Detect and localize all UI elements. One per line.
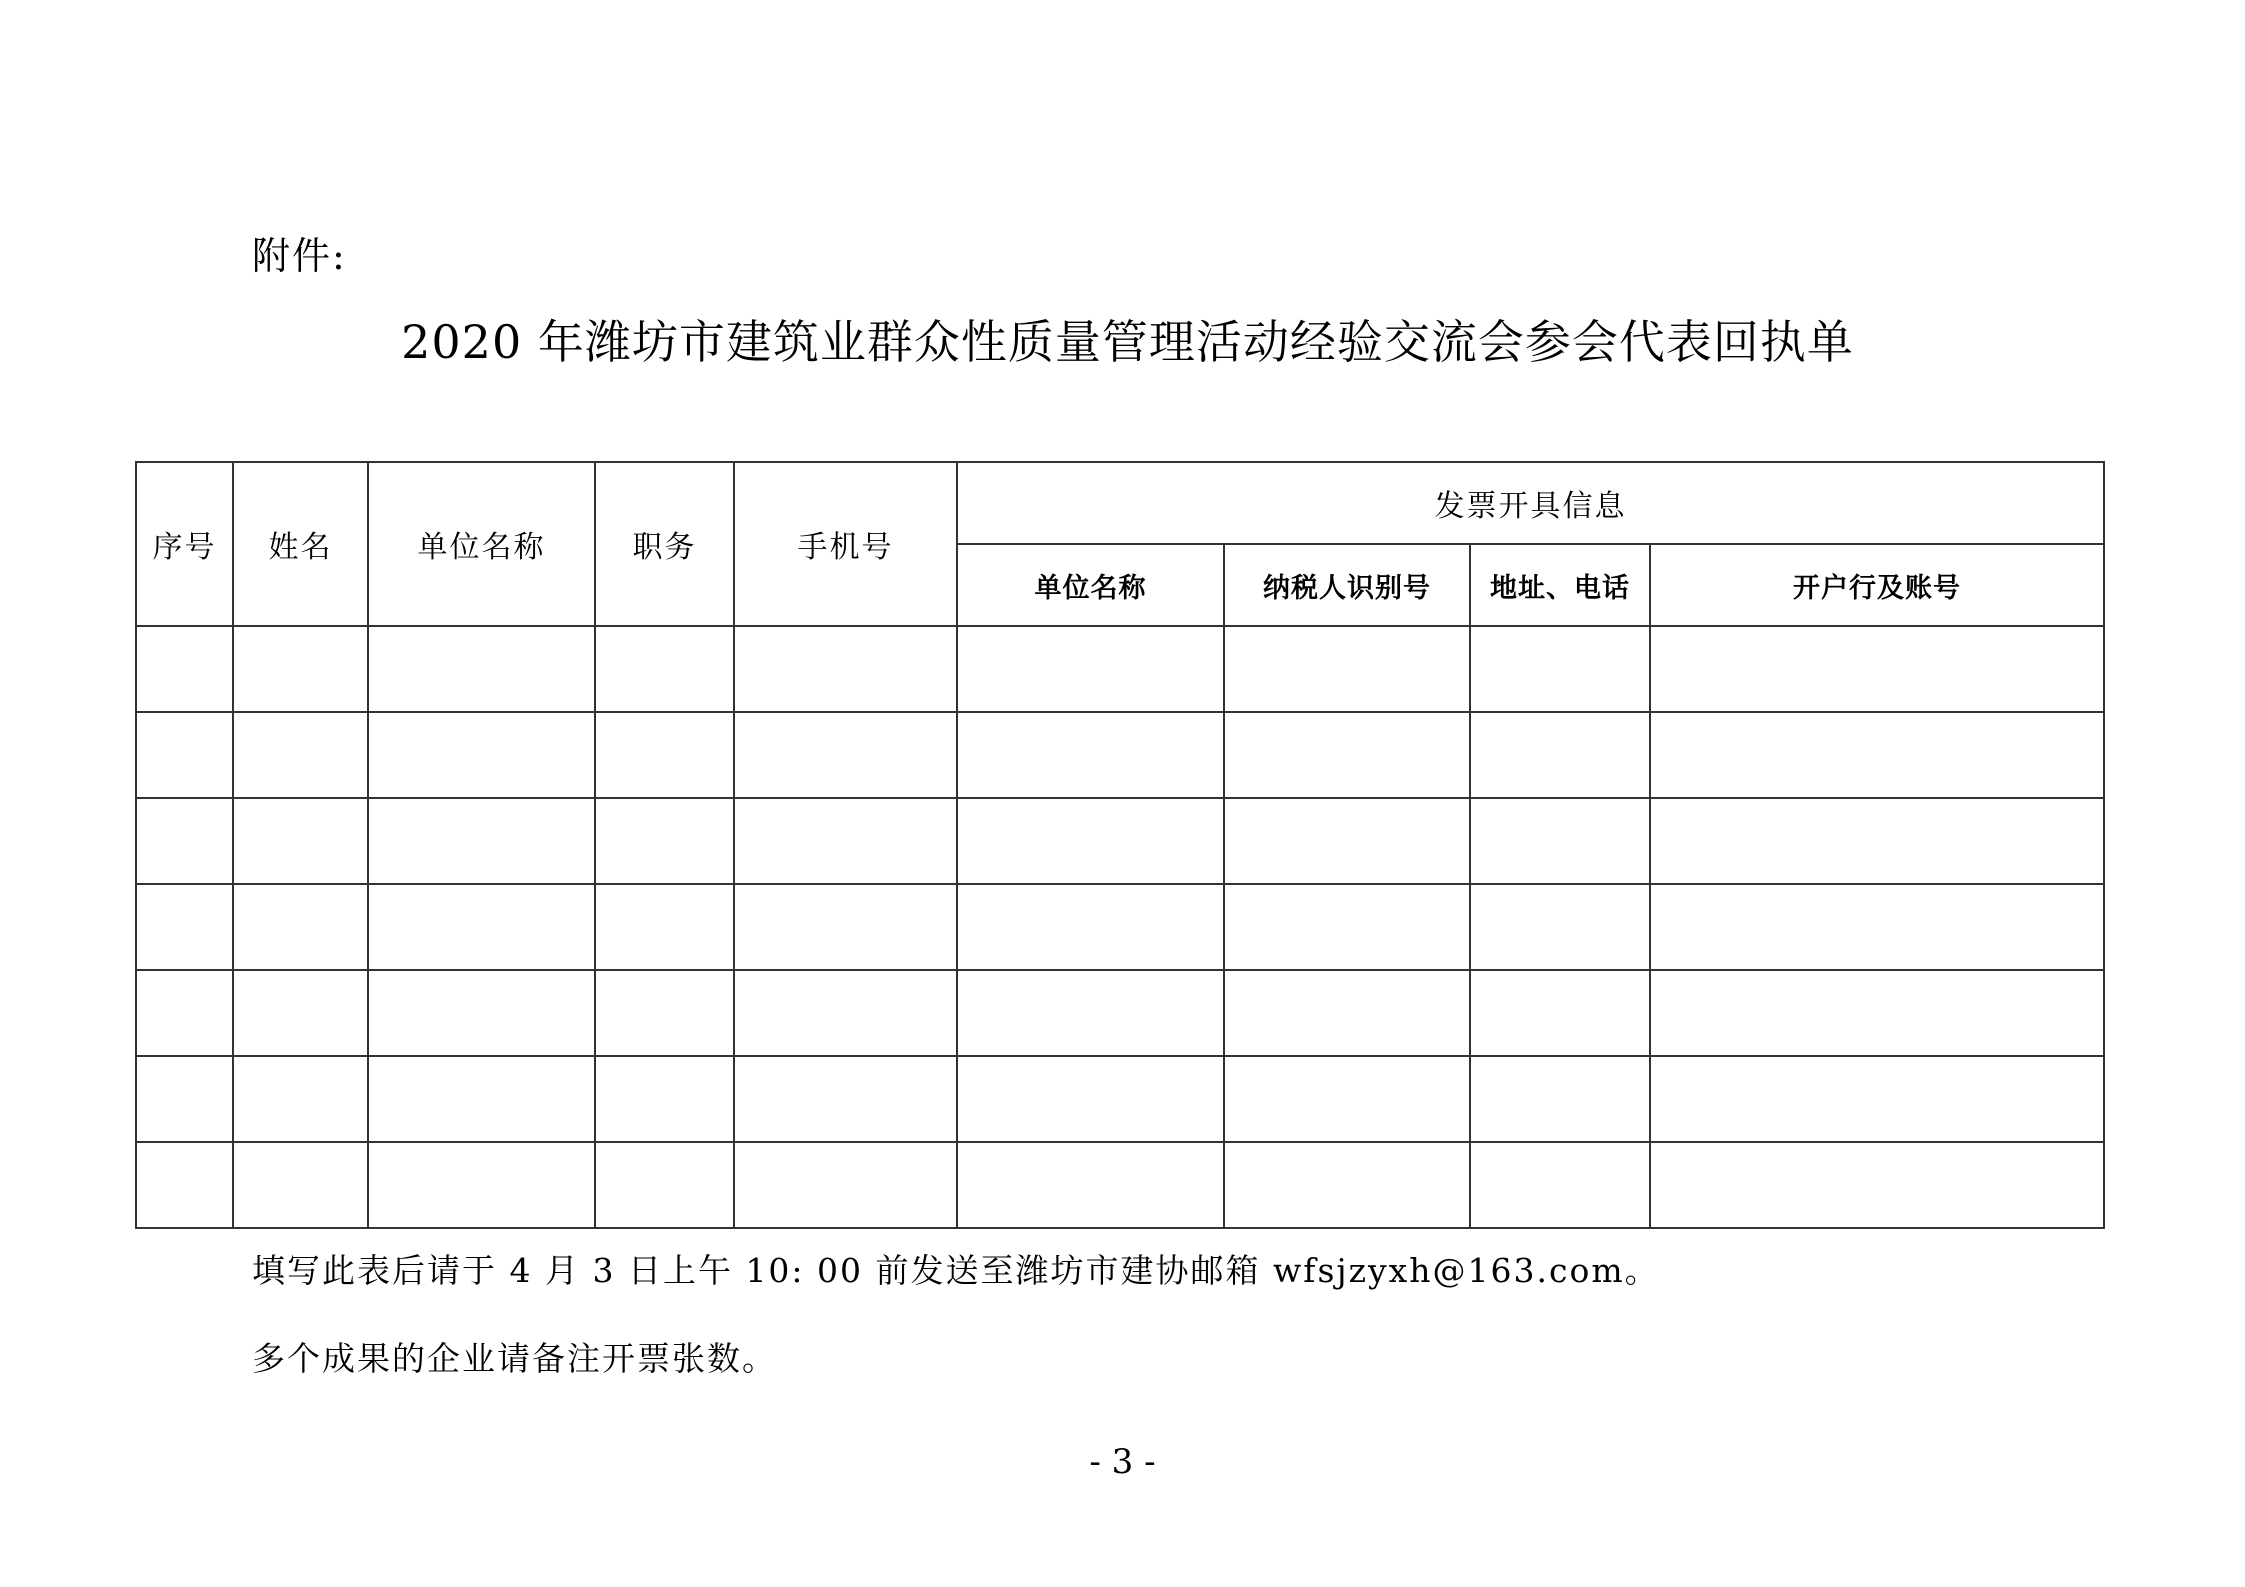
header-invoice-unit-name: 单位名称 (957, 544, 1224, 626)
table-cell[interactable] (595, 884, 734, 970)
table-body (136, 626, 2104, 1228)
table-cell[interactable] (1224, 798, 1470, 884)
table-row (136, 798, 2104, 884)
header-name: 姓名 (233, 462, 368, 626)
table-cell[interactable] (734, 970, 957, 1056)
table-cell[interactable] (136, 970, 233, 1056)
table-cell[interactable] (734, 884, 957, 970)
table-cell[interactable] (1470, 1056, 1650, 1142)
table-cell[interactable] (734, 1142, 957, 1228)
table-cell[interactable] (1650, 626, 2104, 712)
header-invoice-group: 发票开具信息 (957, 462, 2104, 544)
table-cell[interactable] (1224, 970, 1470, 1056)
table-cell[interactable] (136, 798, 233, 884)
page-number: - 3 - (1089, 1442, 1156, 1482)
table-cell[interactable] (1224, 626, 1470, 712)
document-title: 2020 年潍坊市建筑业群众性质量管理活动经验交流会参会代表回执单 (401, 315, 1854, 369)
table-cell[interactable] (368, 884, 595, 970)
header-index: 序号 (136, 462, 233, 626)
table-row (136, 1142, 2104, 1228)
table-cell[interactable] (1224, 1056, 1470, 1142)
table-cell[interactable] (1224, 884, 1470, 970)
table-cell[interactable] (1650, 884, 2104, 970)
table-cell[interactable] (136, 712, 233, 798)
table-cell[interactable] (1470, 798, 1650, 884)
table-cell[interactable] (368, 712, 595, 798)
table-row (136, 626, 2104, 712)
attachment-label: 附件: (252, 234, 347, 278)
table-cell[interactable] (1650, 1056, 2104, 1142)
table-cell[interactable] (1650, 1142, 2104, 1228)
table-cell[interactable] (957, 626, 1224, 712)
table-cell[interactable] (957, 1142, 1224, 1228)
table-cell[interactable] (595, 798, 734, 884)
table-cell[interactable] (734, 1056, 957, 1142)
table-cell[interactable] (368, 1142, 595, 1228)
table-cell[interactable] (233, 884, 368, 970)
table-cell[interactable] (595, 970, 734, 1056)
table-row (136, 970, 2104, 1056)
table-cell[interactable] (1224, 1142, 1470, 1228)
table-cell[interactable] (233, 798, 368, 884)
table-cell[interactable] (368, 798, 595, 884)
table-cell[interactable] (1650, 970, 2104, 1056)
header-phone: 手机号 (734, 462, 957, 626)
table-cell[interactable] (233, 970, 368, 1056)
table-cell[interactable] (734, 626, 957, 712)
table-cell[interactable] (957, 970, 1224, 1056)
table-row (136, 884, 2104, 970)
table-cell[interactable] (957, 712, 1224, 798)
table-cell[interactable] (1470, 1142, 1650, 1228)
table-cell[interactable] (734, 712, 957, 798)
header-bank-account: 开户行及账号 (1650, 544, 2104, 626)
table-cell[interactable] (595, 626, 734, 712)
table-cell[interactable] (734, 798, 957, 884)
instruction-note: 填写此表后请于 4 月 3 日上午 10: 00 前发送至潍坊市建协邮箱 wfsjzyxh@163.com。 (252, 1251, 1660, 1290)
table-cell[interactable] (1470, 712, 1650, 798)
table-cell[interactable] (957, 884, 1224, 970)
table-cell[interactable] (957, 1056, 1224, 1142)
table-cell[interactable] (233, 626, 368, 712)
table-cell[interactable] (136, 884, 233, 970)
table-cell[interactable] (136, 1056, 233, 1142)
table-row (136, 712, 2104, 798)
table-cell[interactable] (368, 1056, 595, 1142)
invoice-count-note: 多个成果的企业请备注开票张数。 (252, 1339, 777, 1378)
table-cell[interactable] (233, 1142, 368, 1228)
header-position: 职务 (595, 462, 734, 626)
table-cell[interactable] (595, 1056, 734, 1142)
table-cell[interactable] (1224, 712, 1470, 798)
table-cell[interactable] (1650, 798, 2104, 884)
table-cell[interactable] (233, 1056, 368, 1142)
table-cell[interactable] (368, 626, 595, 712)
header-taxpayer-id: 纳税人识别号 (1224, 544, 1470, 626)
header-unit-name: 单位名称 (368, 462, 595, 626)
table-cell[interactable] (136, 1142, 233, 1228)
header-address-phone: 地址、电话 (1470, 544, 1650, 626)
header-row-main (136, 462, 2104, 544)
table-cell[interactable] (595, 712, 734, 798)
table-cell[interactable] (136, 626, 233, 712)
table-cell[interactable] (957, 798, 1224, 884)
table-cell[interactable] (1650, 712, 2104, 798)
table-cell[interactable] (595, 1142, 734, 1228)
table-cell[interactable] (1470, 626, 1650, 712)
table-row (136, 1056, 2104, 1142)
receipt-table (135, 461, 2105, 1229)
table-cell[interactable] (1470, 970, 1650, 1056)
table-cell[interactable] (368, 970, 595, 1056)
table-cell[interactable] (1470, 884, 1650, 970)
table-cell[interactable] (233, 712, 368, 798)
